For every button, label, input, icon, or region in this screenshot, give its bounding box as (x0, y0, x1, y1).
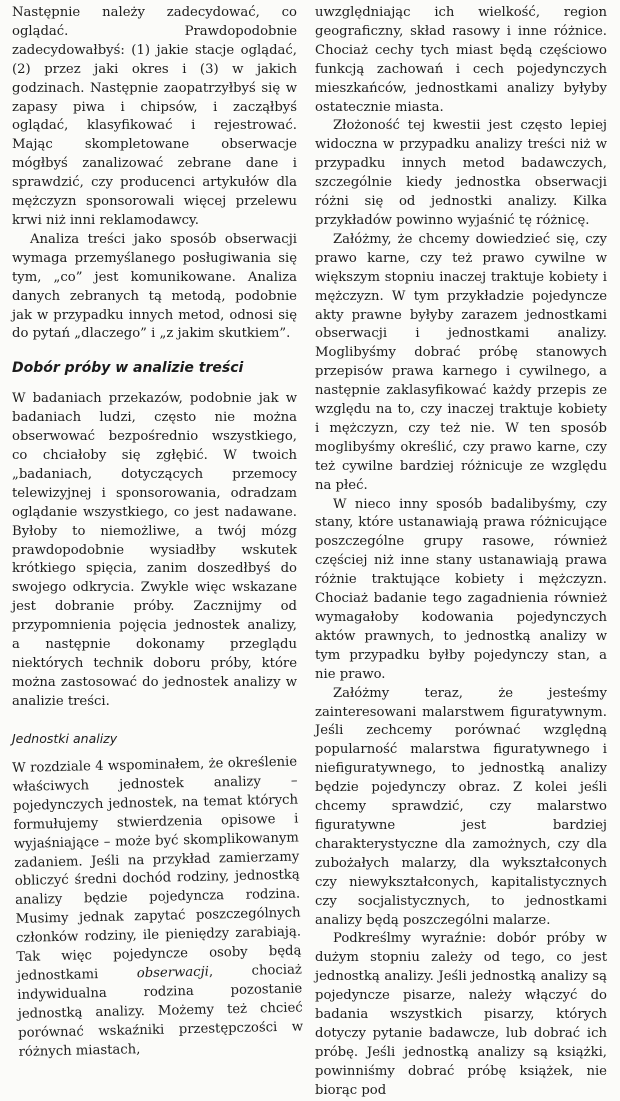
paragraph: Złożoność tej kwestii jest często lepiej widoczna w przypadku analizy treści niż w przypadku innych metod badawczych, szczególnie kiedy jednostka obserwacji różni się od jednostki analizy. Kilka przykładów powinno wyjaśnić tę różnicę. (315, 118, 607, 228)
left-column (12, 4, 304, 1062)
paragraph: Podkreślmy wyraźnie: dobór próby w dużym stopniu zależy od tego, co jest jednostką analizy. Jeśli jednostką analizy są pojedyncze pisarze, należy włączyć do badania wszystkich pisarzy, których dotyczy pytanie badawcze, lub dobrać ich próbę. Jeśli jednostką analizy są książki, powinniśmy dobrać próbę książek, nie biorąc pod (315, 931, 607, 1098)
paragraph: Analiza treści jako sposób obserwacji wymaga przemyślanego posługiwania się tym, „co” jest komunikowane. Analiza danych zebranych tą metodą, podobnie jak w przypadku innych metod, odnosi się do pytań „dlaczego” i „z jakim skutkiem”. (12, 231, 297, 342)
paragraph: W nieco inny sposób badalibyśmy, czy stany, które ustanawiają prawa różnicujące poszczególne grupy rasowe, również częściej niż inne stany ustanawiają prawa różnie traktujące kobiety i mężczyzn. Chociaż badanie tego zagadnienia również wymagałoby kodowania pojedynczych aktów prawnych, to jednostką analizy w tym przypadku byłby pojedynczy stan, a nie prawo. (315, 496, 607, 682)
paragraph: Następnie należy zadecydować, co oglądać. Prawdopodobnie zadecydowałbyś: (1) jakie stacje oglądać, (2) przez jaki okres i (3) w jakich godzinach. Następnie zaopatrzyłbyś się w zapasy piwa i chipsów, i zacząłbyś oglądać, klasyfikować i rejestrować. Mając skompletowane obserwacje mógłbyś zanalizować zebrane dane i sprawdzić, czy producenci artykułów dla mężczyzn sponsorowali więcej przelewu krwi niż inni reklamodawcy. (12, 5, 297, 228)
emphasis-text: obserwacji (136, 964, 210, 981)
paragraph: Załóżmy teraz, że jesteśmy zainteresowani malarstwem figuratywnym. Jeśli zechcemy porównać względną popularność malarstwa figuratywnego i niefiguratywnego, to jednostką analizy będzie pojedynczy obraz. Z kolei jeśli chcemy sprawdzić, czy malarstwo figuratywne jest bardziej charakterystyczne dla zamożnych, czy dla zubożałych malarzy, dla wykształconych czy niewykształconych, kapitalistycznych czy socjalistycznych, to jednostkami analizy będą poszczególni malarze. (315, 685, 607, 928)
right-column (315, 4, 607, 1101)
subsection-heading: Jednostki analizy (12, 730, 118, 746)
section-heading: Dobór próby w analizie treści (12, 360, 244, 377)
paragraph: Załóżmy, że chcemy dowiedzieć się, czy prawo karne, czy też prawo cywilne w większym stopniu inaczej traktuje kobiety i mężczyzn. W tym przykładzie pojedyncze akty prawne byłyby zarazem jednostkami obserwacji i jednostkami analizy. Moglibyśmy dobrać próbę stanowych przepisów prawa karnego i cywilnego, a następnie zaklasyfikować każdy przepis ze względu na to, czy inaczej traktuje kobiety i mężczyzn, czy też nie. W ten sposób moglibyśmy określić, czy prawo karne, czy też cywilne bardziej różnicuje ze względu na płeć. (315, 231, 607, 493)
paragraph-text: , chociaż indywidualna rodzina pozostanie jednostką analizy. Możemy też chcieć porównać wskaźniki przestępczości w różnych miastach, (17, 962, 304, 1060)
paragraph (12, 753, 304, 1062)
paragraph: uwzględniając ich wielkość, region geograficzny, skład rasowy i inne różnice. Chociaż cechy tych miast będą częściowo funkcją zachowań i cech pojedynczych mieszkańców, jednostkami analizy byłyby ostatecznie miasta. (315, 5, 607, 115)
paragraph: W badaniach przekazów, podobnie jak w badaniach ludzi, często nie można obserwować bezpośrednio wszystkiego, co chciałoby się zgłębić. W twoich „badaniach, dotyczących przemocy telewizyjnej i sponsorowania, odradzam oglądanie wszystkiego, co jest nadawane. Byłoby to niemożliwe, a twój mózg prawdopodobnie wysiadłby wskutek krótkiego spięcia, zanim doszedłbyś do swojego odkrycia. Zwykle więc wskazane jest dobranie próby. Zacznijmy od przypomnienia pojęcia jednostek analizy, a następnie dokonamy przeglądu niektórych technik doboru próby, które można zastosować do jednostek analizy w analizie treści. (12, 391, 297, 709)
paragraph-text: W rozdziale 4 wspominałem, że określenie właściwych jednostek analizy – pojedynczych jednostek, na temat których formułujemy stwierdzenia opisowe i wyjaśniające – może być skomplikowanym zadaniem. Jeśli na przykład zamierzamy obliczyć średni dochód rodziny, jednostką analizy będzie pojedyncza rodzina. Musimy jednak zapytać poszczególnych członków rodziny, ile pieniędzy zarabiają. Tak więc pojedyncze osoby będą jednostkami (12, 754, 302, 984)
